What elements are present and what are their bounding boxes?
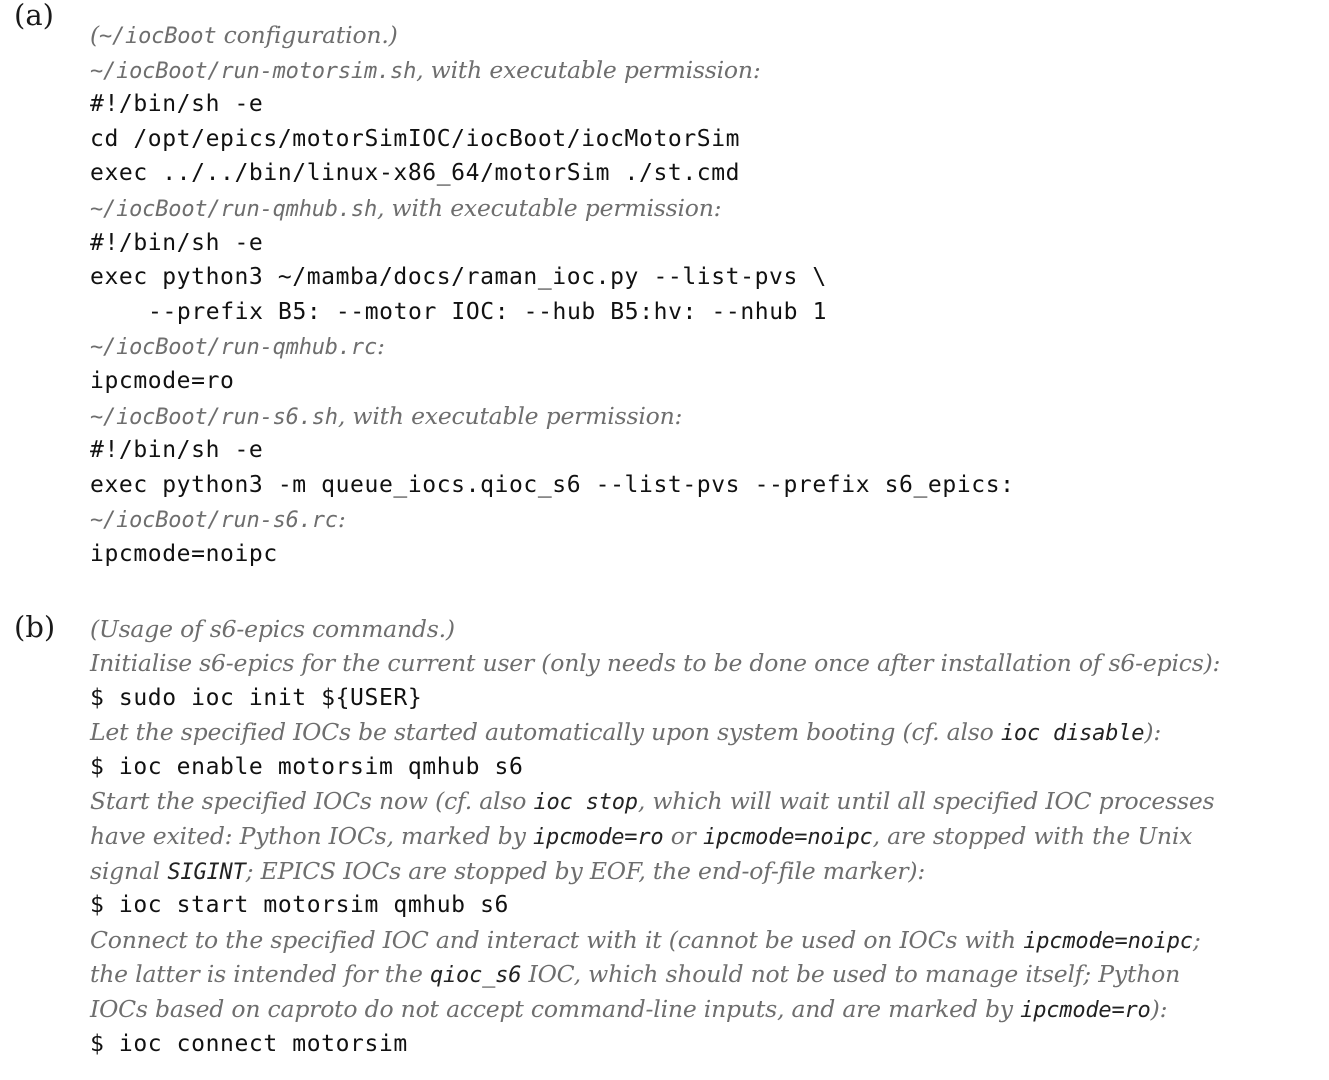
inline-code: ~/iocBoot [98, 24, 217, 49]
annotation-line [90, 18, 1329, 53]
annotation-text: , are stopped with the Unix [872, 822, 1193, 851]
code-line: #!/bin/sh -e [90, 91, 264, 118]
inline-code: ioc stop [533, 790, 638, 816]
inline-code: ipcmode=noipc [1023, 928, 1193, 954]
annotation-text: , with executable permission: [416, 55, 761, 84]
annotation-line [90, 784, 1329, 819]
inline-code: ~/iocBoot/run-qmhub.sh [90, 196, 377, 222]
inline-code: ipcmode=ro [1020, 998, 1151, 1024]
annotation-line [90, 329, 1329, 364]
annotation-line [90, 819, 1329, 854]
annotation-line [90, 53, 1329, 88]
annotation-line [90, 992, 1329, 1027]
inline-code: SIGINT [167, 859, 246, 885]
annotation-text: Connect to the specified IOC and interact with it (cannot be used on IOCs with [90, 925, 1024, 954]
annotation-text: , with executable permission: [337, 401, 683, 430]
section-b-lines [90, 612, 1329, 1062]
code-line: $ sudo ioc init ${USER} [90, 684, 423, 711]
annotation-text: ; EPICS IOCs are stopped by EOF, the end-of-file marker): [245, 856, 926, 885]
inline-code: ~/iocBoot/run-s6.sh [90, 404, 338, 430]
annotation-line [90, 957, 1329, 992]
code-line: cd /opt/epics/motorSimIOC/iocBoot/iocMotorSim [90, 125, 741, 152]
section-a [14, 0, 1329, 572]
code-line: ipcmode=ro [90, 367, 235, 394]
inline-code: ~/iocBoot/run-motorsim.sh [90, 58, 417, 84]
annotation-text: ; [1192, 925, 1201, 954]
annotation-text: ): [1150, 995, 1168, 1024]
section-a-label: (a) [14, 0, 54, 32]
annotation-text: ): [1144, 718, 1162, 747]
annotation-text: ( [90, 21, 99, 49]
code-line: exec ../../bin/linux-x86_64/motorSim ./st.cmd [90, 160, 741, 187]
annotation-text: , which will wait until all specified IOC processes [637, 787, 1215, 816]
annotation-line [90, 715, 1329, 750]
code-line: ipcmode=noipc [90, 540, 278, 567]
annotation-line [90, 399, 1329, 434]
annotation-line [90, 854, 1329, 889]
code-line: #!/bin/sh -e [90, 437, 264, 464]
code-line: $ ioc connect motorsim [90, 1030, 408, 1057]
annotation-text: Start the specified IOCs now (cf. also [90, 787, 534, 816]
annotation-text: Initialise s6-epics for the current user (only needs to be done once after installation of s6-epics): [90, 649, 1221, 678]
annotation-line [90, 612, 1329, 647]
annotation-text: , with executable permission: [377, 193, 722, 222]
inline-code: ~/iocBoot/run-qmhub.rc [90, 335, 377, 361]
annotation-line [90, 923, 1329, 958]
code-line: $ ioc start motorsim qmhub s6 [90, 892, 509, 919]
inline-code: qioc_s6 [429, 963, 522, 989]
annotation-text: Let the specified IOCs be started automatically upon system booting (cf. also [90, 718, 1001, 747]
section-a-lines [90, 18, 1329, 572]
code-line: --prefix B5: --motor IOC: --hub B5:hv: --nhub 1 [148, 298, 828, 325]
annotation-text: : [337, 505, 346, 534]
code-line: $ ioc enable motorsim qmhub s6 [90, 753, 524, 780]
annotation-text: (Usage of s6-epics commands.) [90, 614, 455, 643]
annotation-text: the latter is intended for the [90, 960, 430, 989]
section-b [14, 609, 1329, 1062]
annotation-text: have exited: Python IOCs, marked by [90, 822, 533, 851]
inline-code: ioc disable [1000, 721, 1145, 747]
section-b-label: (b) [14, 609, 56, 644]
annotation-text: or [663, 822, 703, 851]
inline-code: ipcmode=noipc [702, 825, 873, 851]
annotation-text: configuration.) [216, 21, 398, 49]
code-line: exec python3 ~/mamba/docs/raman_ioc.py --list-pvs \ [90, 264, 827, 291]
inline-code: ~/iocBoot/run-s6.rc [90, 508, 338, 534]
code-line: exec python3 -m queue_iocs.qioc_s6 --list-pvs --prefix s6_epics: [90, 471, 1015, 498]
code-line: #!/bin/sh -e [90, 229, 264, 256]
annotation-text: IOC, which should not be used to manage itself; Python [521, 960, 1181, 989]
annotation-text: signal [90, 856, 168, 885]
annotation-text: : [377, 332, 385, 361]
annotation-line [90, 646, 1329, 681]
annotation-line [90, 502, 1329, 537]
inline-code: ipcmode=ro [532, 825, 664, 851]
annotation-text: IOCs based on caproto do not accept command-line inputs, and are marked by [90, 995, 1021, 1024]
annotation-line [90, 191, 1329, 226]
